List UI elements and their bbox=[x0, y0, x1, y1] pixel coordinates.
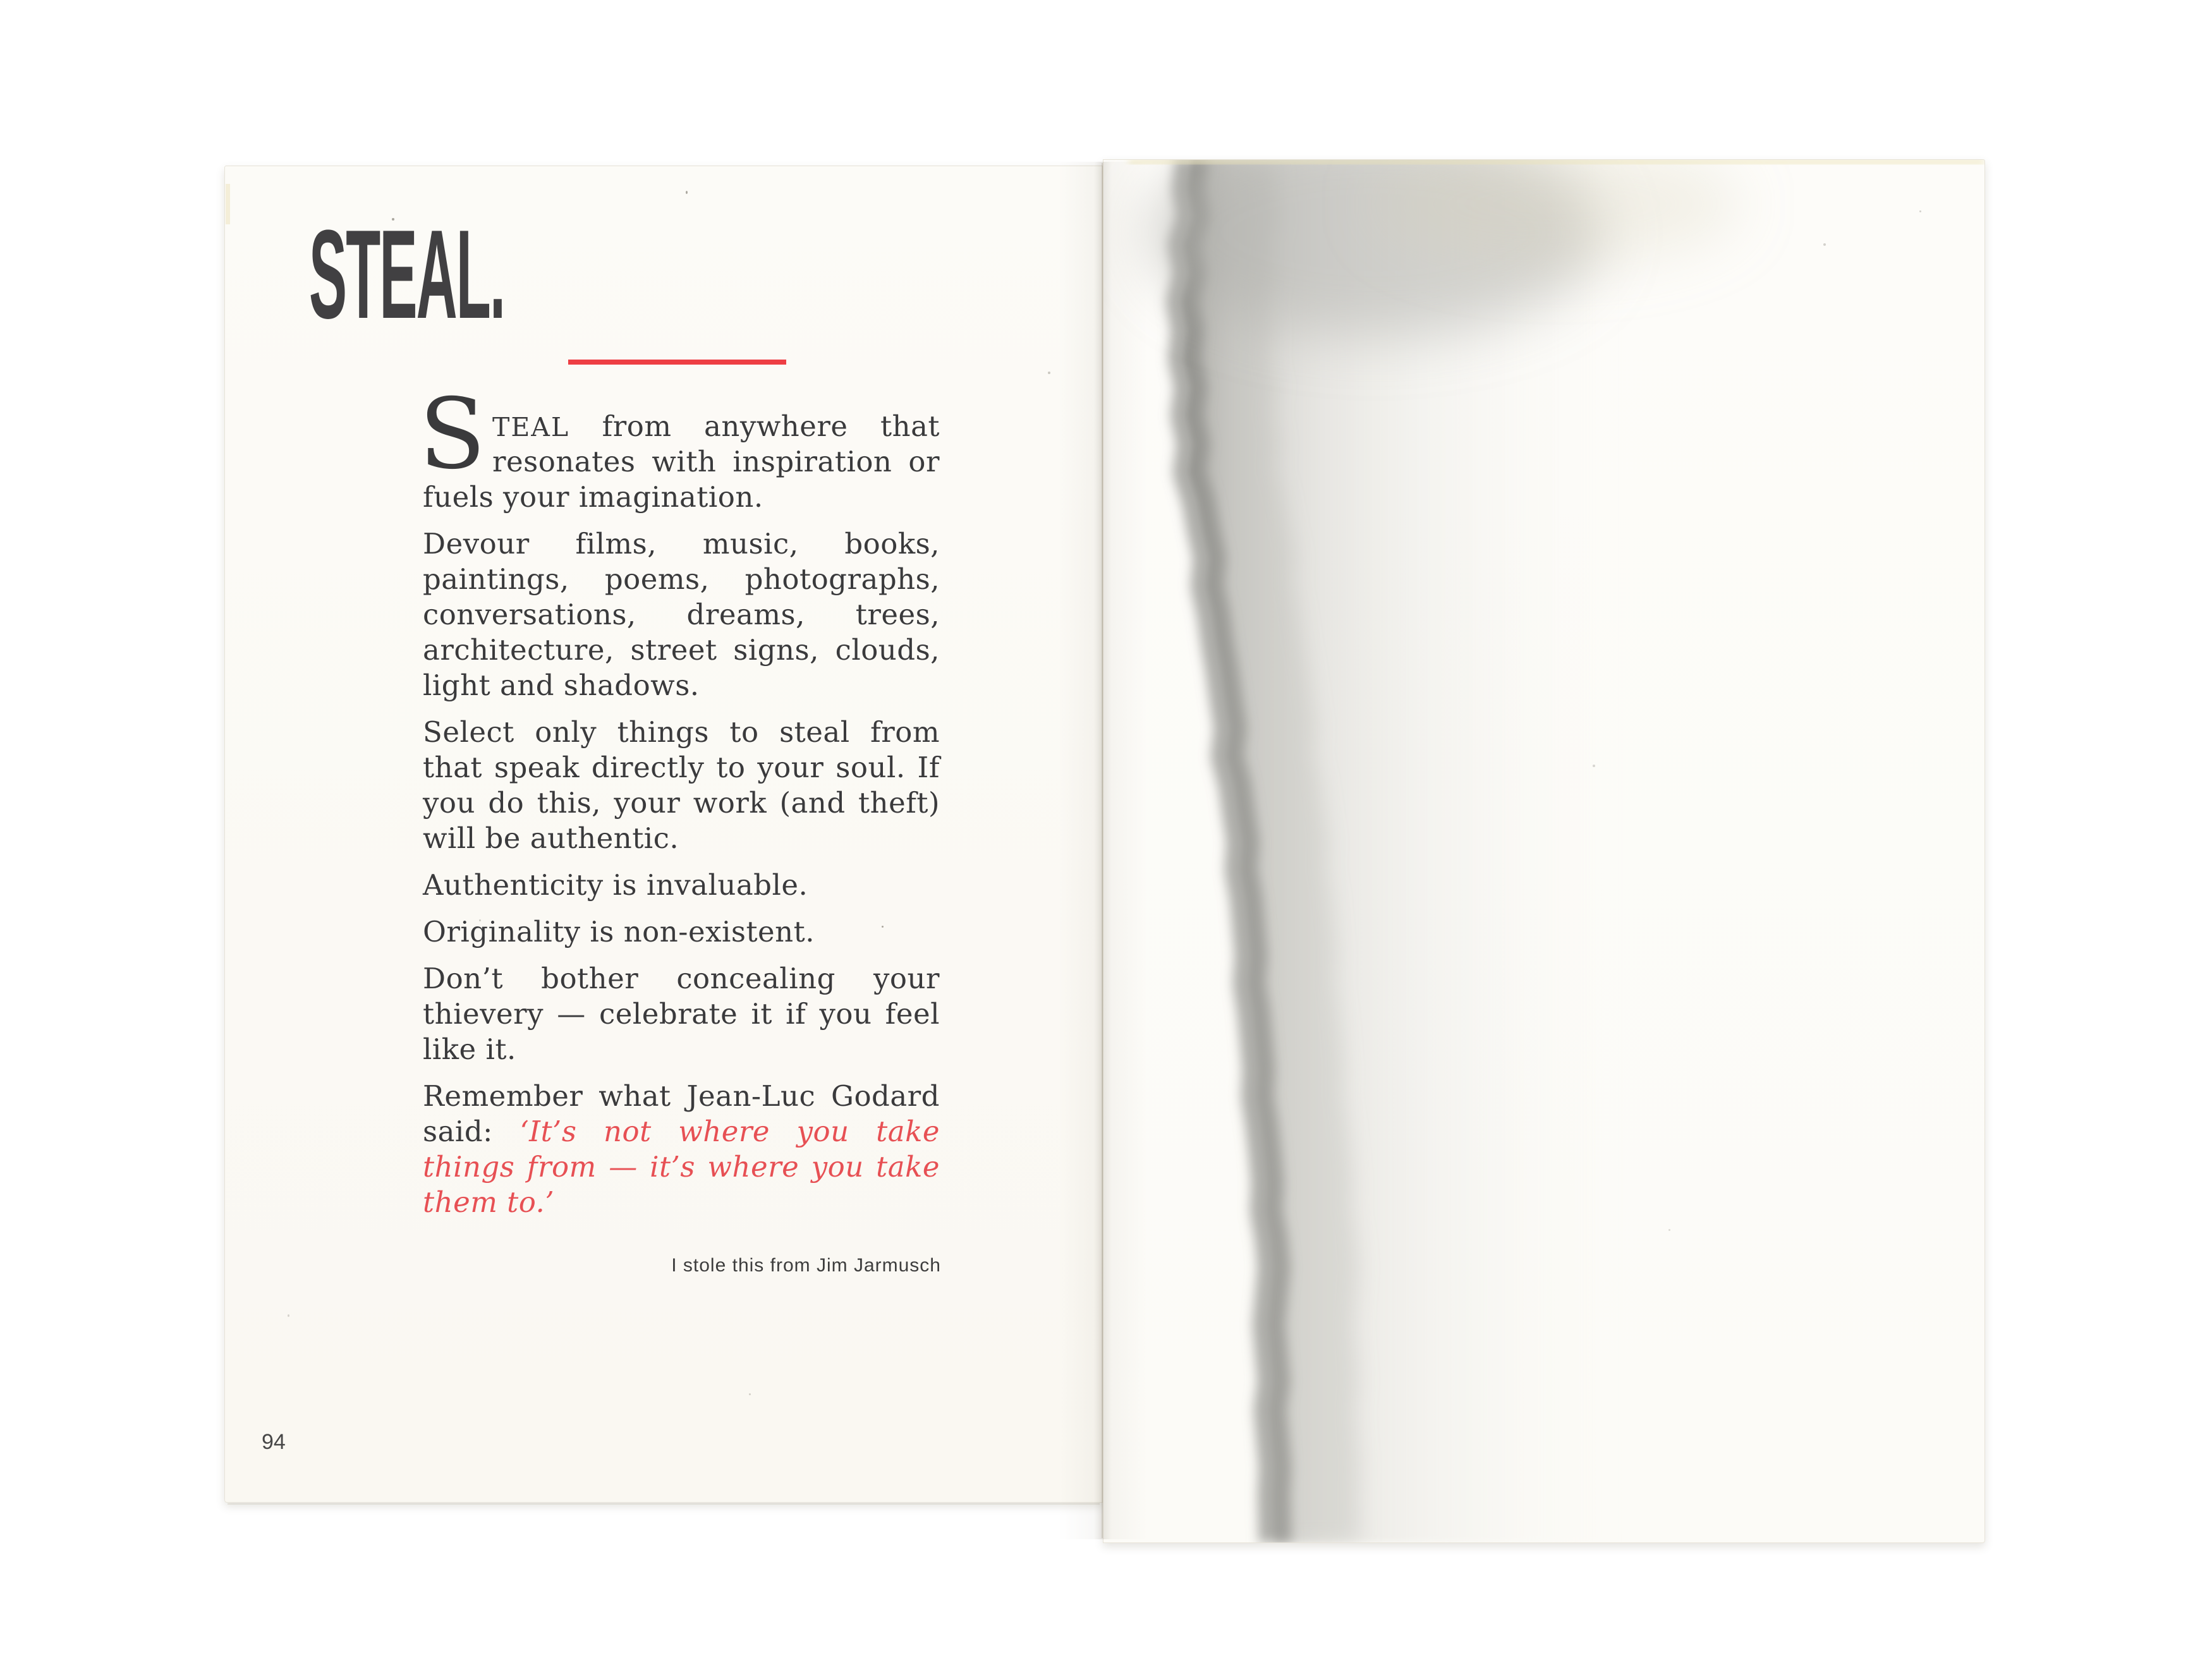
body-text-run: light and shadows. bbox=[423, 669, 700, 702]
dust-speck bbox=[1668, 1229, 1670, 1231]
body-text-run: resonates with inspiration or bbox=[492, 445, 940, 478]
dust-speck bbox=[1919, 210, 1921, 212]
body-line bbox=[423, 526, 940, 562]
body-line bbox=[423, 668, 940, 703]
dust-speck bbox=[288, 1314, 289, 1317]
body-line bbox=[423, 409, 940, 444]
body-line bbox=[423, 750, 940, 785]
paragraph bbox=[423, 409, 940, 515]
quote-text: them to.’ bbox=[423, 1185, 555, 1219]
red-divider-line bbox=[568, 360, 786, 365]
scan-corner-mark bbox=[226, 184, 230, 224]
book-spread bbox=[224, 159, 1985, 1543]
body-line bbox=[423, 597, 940, 633]
body-line bbox=[423, 785, 940, 821]
dust-speck bbox=[686, 191, 688, 194]
attribution-note: I stole this from Jim Jarmusch bbox=[671, 1255, 941, 1276]
chapter-title: STEAL. bbox=[309, 204, 505, 345]
quote-text: things from — it’s where you take bbox=[423, 1150, 940, 1184]
body-text-run: like it. bbox=[423, 1033, 516, 1066]
body-text-run: Devour films, music, books, bbox=[423, 527, 940, 560]
body-text-run: paintings, poems, photographs, bbox=[423, 562, 940, 596]
paragraph bbox=[423, 914, 940, 950]
body-text bbox=[419, 378, 940, 1220]
dust-speck bbox=[392, 218, 394, 221]
body-text-run: Originality is non-existent. bbox=[423, 915, 815, 948]
body-text-run: fuels your imagination. bbox=[423, 480, 763, 514]
body-line bbox=[423, 480, 940, 515]
body-text-run: Authenticity is invaluable. bbox=[423, 868, 808, 902]
body-line bbox=[423, 715, 940, 750]
left-page bbox=[224, 166, 1103, 1503]
body-line bbox=[423, 821, 940, 856]
body-line bbox=[423, 562, 940, 597]
dust-speck bbox=[1823, 243, 1826, 246]
body-line bbox=[423, 961, 940, 997]
body-text-run: conversations, dreams, trees, bbox=[423, 598, 940, 631]
dropcap-letter: S bbox=[419, 378, 486, 491]
torn-paper-edge-photo bbox=[1103, 160, 1984, 1542]
right-page bbox=[1103, 159, 1985, 1543]
body-text-run: Select only things to steal from bbox=[423, 715, 940, 749]
paragraph bbox=[423, 526, 940, 703]
body-line bbox=[423, 1079, 940, 1114]
body-line bbox=[423, 1114, 940, 1149]
body-text-run: architecture, street signs, clouds, bbox=[423, 633, 940, 667]
body-text-run: from anywhere that bbox=[569, 409, 940, 443]
body-line bbox=[423, 444, 940, 480]
body-text-run: Don’t bother concealing your bbox=[423, 962, 940, 995]
body-line bbox=[423, 1032, 940, 1067]
paragraph bbox=[423, 1079, 940, 1220]
dust-speck bbox=[882, 926, 884, 928]
body-text-run: will be authentic. bbox=[423, 821, 679, 855]
quote-text: ‘It’s not where you take bbox=[520, 1115, 940, 1148]
body-line bbox=[423, 1185, 940, 1220]
body-text-run: that speak directly to your soul. If bbox=[423, 751, 940, 784]
paragraph bbox=[423, 715, 940, 856]
body-text-run: you do this, your work (and theft) bbox=[423, 786, 940, 820]
body-text-run: thievery — celebrate it if you feel bbox=[423, 997, 940, 1031]
paragraph bbox=[423, 868, 940, 903]
body-line bbox=[423, 997, 940, 1032]
dust-speck bbox=[749, 1393, 751, 1395]
book-gutter-crease bbox=[1102, 163, 1103, 1538]
body-text-run: said: bbox=[423, 1115, 520, 1148]
body-text-run: TEAL bbox=[492, 412, 570, 442]
dust-speck bbox=[1593, 765, 1595, 767]
dust-speck bbox=[1048, 372, 1050, 374]
body-line bbox=[423, 1149, 940, 1185]
page-number: 94 bbox=[262, 1430, 286, 1454]
body-text-run: Remember what Jean-Luc Godard bbox=[423, 1079, 940, 1113]
paragraph bbox=[423, 961, 940, 1067]
body-line bbox=[423, 633, 940, 668]
dust-speck bbox=[479, 919, 481, 921]
body-line bbox=[423, 914, 940, 950]
body-line bbox=[423, 868, 940, 903]
